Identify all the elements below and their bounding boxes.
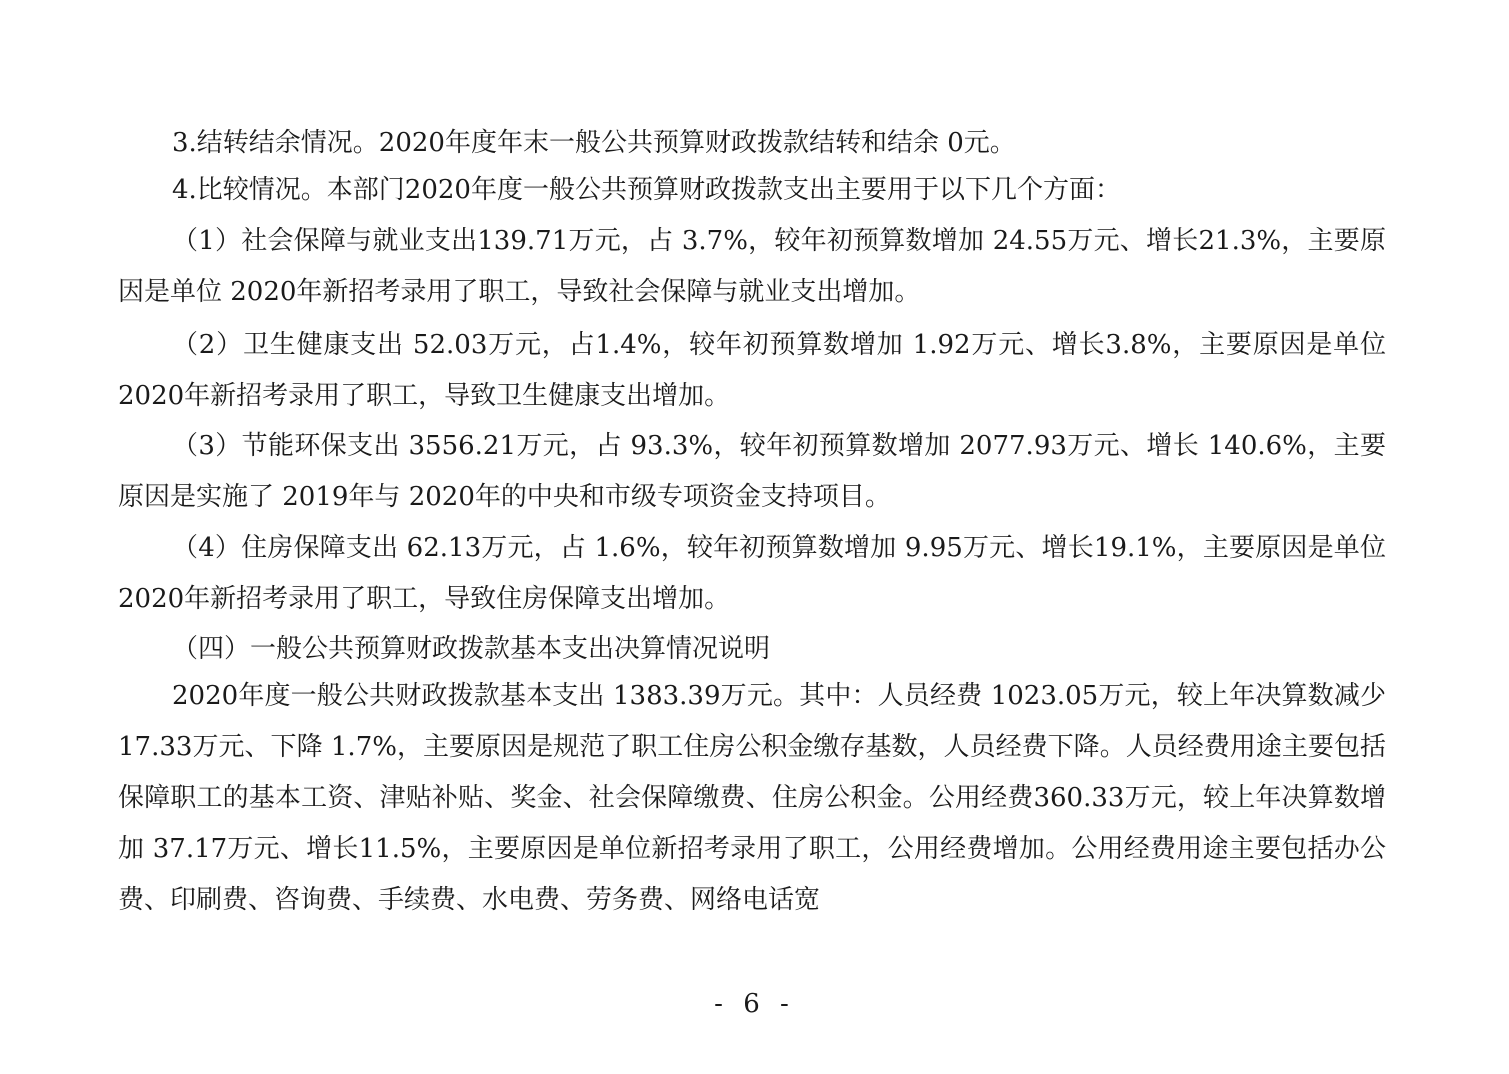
paragraph-energy-environment: （3）节能环保支出 3556.21万元，占 93.3%，较年初预算数增加 2077.93万元、增长 140.6%，主要原因是实施了 2019年与 2020年的中央和市级专项资金支持项目。 (118, 431, 1386, 512)
paragraph-carryover-balance: 3.结转结余情况。2020年度年末一般公共预算财政拨款结转和结余 0元。 (172, 128, 1016, 158)
paragraph-basic-expenditure: 2020年度一般公共财政拨款基本支出 1383.39万元。其中：人员经费 1023.05万元，较上年决算数减少 17.33万元、下降 1.7%，主要原因是规范了职工住房公积金缴存基数，人员经费下降。人员经费用途主要包括保障职工的基本工资、津贴补贴、奖金、社会保障缴费、住房公积金。公用经费360.33万元，较上年决算数增加 37.17万元、增长11.5%，主要原因是单位新招考录用了职工，公用经费增加。公用经费用途主要包括办公费、印刷费、咨询费、手续费、水电费、劳务费、网络电话宽 (118, 681, 1386, 915)
paragraph-housing: （4）住房保障支出 62.13万元，占 1.6%，较年初预算数增加 9.95万元、增长19.1%，主要原因是单位 2020年新招考录用了职工，导致住房保障支出增加。 (118, 533, 1386, 614)
paragraph-social-security: （1）社会保障与就业支出139.71万元，占 3.7%，较年初预算数增加 24.55万元、增长21.3%，主要原因是单位 2020年新招考录用了职工，导致社会保障与就业支出增加。 (118, 226, 1386, 307)
paragraph-comparison-intro: 4.比较情况。本部门2020年度一般公共预算财政拨款支出主要用于以下几个方面： (172, 175, 1121, 205)
page-number: - 6 - (714, 989, 795, 1019)
section-heading-basic-expenditure: （四）一般公共预算财政拨款基本支出决算情况说明 (172, 634, 771, 664)
paragraph-health: （2）卫生健康支出 52.03万元，占1.4%，较年初预算数增加 1.92万元、增长3.8%，主要原因是单位 2020年新招考录用了职工，导致卫生健康支出增加。 (118, 330, 1386, 411)
